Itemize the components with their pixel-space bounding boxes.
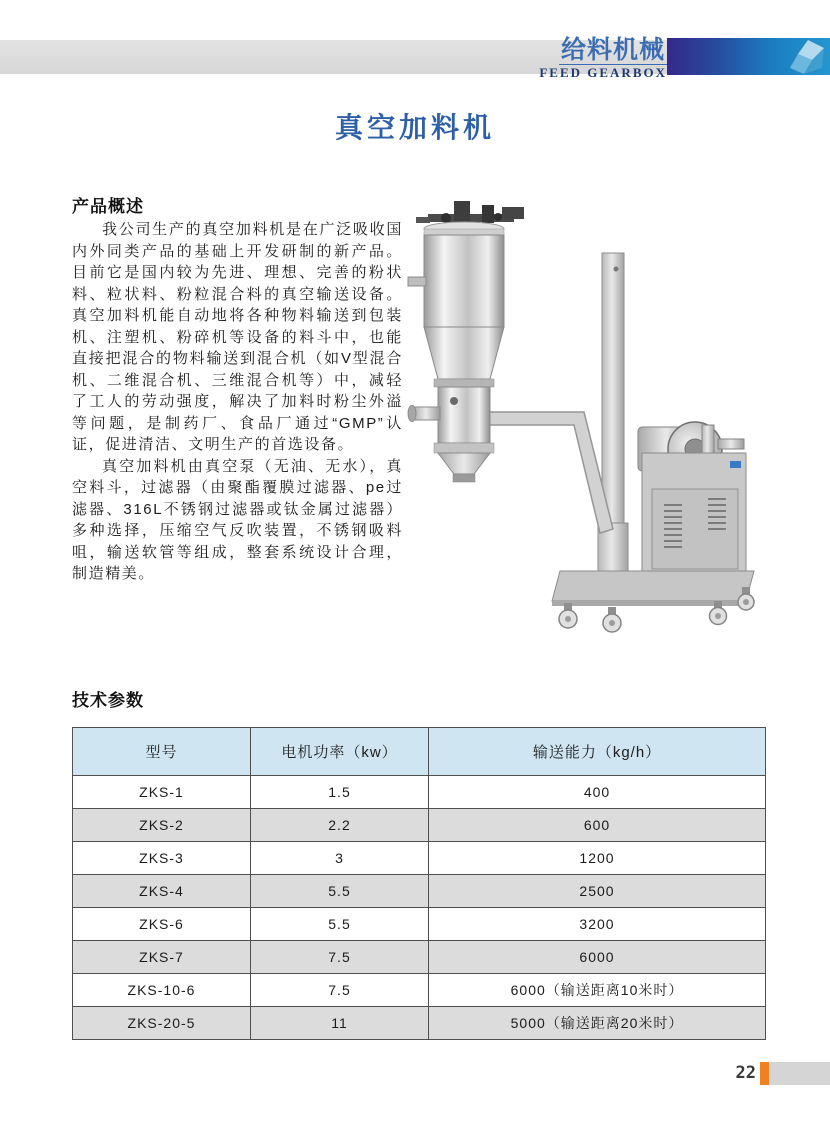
model-cell: ZKS-2 bbox=[73, 809, 251, 842]
model-cell: ZKS-4 bbox=[73, 875, 251, 908]
specs-table bbox=[72, 727, 766, 1040]
model-cell: ZKS-6 bbox=[73, 908, 251, 941]
overview-text bbox=[72, 219, 403, 585]
power-cell: 5.5 bbox=[251, 908, 429, 941]
model-cell: ZKS-3 bbox=[73, 842, 251, 875]
header-blue-banner bbox=[667, 38, 830, 75]
model-cell: ZKS-7 bbox=[73, 941, 251, 974]
banner-swoosh-icon bbox=[778, 38, 828, 75]
page-footer bbox=[0, 1062, 830, 1086]
capacity-cell: 6000（输送距离10米时） bbox=[429, 974, 766, 1007]
footer-orange-block bbox=[760, 1062, 769, 1085]
column-header: 电机功率（kw） bbox=[251, 728, 429, 776]
header-row bbox=[73, 728, 766, 776]
specs-heading: 技术参数 bbox=[72, 691, 144, 710]
table-row bbox=[73, 908, 766, 941]
power-cell: 7.5 bbox=[251, 941, 429, 974]
overview-paragraph-2: 真空加料机由真空泵（无油、无水），真空料斗，过滤器（由聚酯覆膜过滤器、pe过滤器、316L不锈钢过滤器或钛金属过滤器）多种选择，压缩空气反吹装置，不锈钢吸料咀，输送软管等组成，整套系统设计合理，制造精美。 bbox=[72, 457, 403, 582]
power-cell: 7.5 bbox=[251, 974, 429, 1007]
overview-paragraph-1: 我公司生产的真空加料机是在广泛吸收国内外同类产品的基础上开发研制的新产品。目前它是国内较为先进、理想、完善的粉状料、粒状料、粉粒混合料的真空输送设备。真空加料机能自动地将各种物料输送到包装机、注塑机、粉碎机等设备的料斗中，也能直接把混合的物料输送到混合机（如V型混合机、二维混合机、三维混合机等）中，减轻了工人的劳动强度，解决了加料时粉尘外溢等问题，是制药厂、食品厂通过“GMP”认证，促进清洁、文明生产的首选设备。 bbox=[72, 221, 403, 453]
column-header: 型号 bbox=[73, 728, 251, 776]
capacity-cell: 6000 bbox=[429, 941, 766, 974]
capacity-cell: 2500 bbox=[429, 875, 766, 908]
capacity-cell: 400 bbox=[429, 776, 766, 809]
specs-table-head bbox=[73, 728, 766, 776]
table-row bbox=[73, 776, 766, 809]
power-cell: 1.5 bbox=[251, 776, 429, 809]
capacity-cell: 600 bbox=[429, 809, 766, 842]
table-row bbox=[73, 809, 766, 842]
table-row bbox=[73, 941, 766, 974]
power-cell: 5.5 bbox=[251, 875, 429, 908]
capacity-cell: 3200 bbox=[429, 908, 766, 941]
model-cell: ZKS-1 bbox=[73, 776, 251, 809]
footer-gray-bar bbox=[769, 1062, 830, 1085]
column-header: 输送能力（kg/h） bbox=[429, 728, 766, 776]
overview-heading: 产品概述 bbox=[72, 197, 144, 216]
power-cell: 11 bbox=[251, 1007, 429, 1040]
table-row bbox=[73, 1007, 766, 1040]
table-row bbox=[73, 974, 766, 1007]
capacity-cell: 5000（输送距离20米时） bbox=[429, 1007, 766, 1040]
header-category-en: FEED GEARBOX bbox=[539, 65, 667, 80]
header-category bbox=[539, 38, 667, 81]
table-row bbox=[73, 842, 766, 875]
table-row bbox=[73, 875, 766, 908]
page-title: 真空加料机 bbox=[334, 112, 495, 143]
model-cell: ZKS-10-6 bbox=[73, 974, 251, 1007]
header-category-cn: 给料机械 bbox=[560, 36, 665, 64]
page-number: 22 bbox=[735, 1063, 756, 1083]
model-cell: ZKS-20-5 bbox=[73, 1007, 251, 1040]
capacity-cell: 1200 bbox=[429, 842, 766, 875]
product-photo bbox=[402, 193, 780, 633]
specs-table-body bbox=[73, 776, 766, 1040]
power-cell: 2.2 bbox=[251, 809, 429, 842]
power-cell: 3 bbox=[251, 842, 429, 875]
